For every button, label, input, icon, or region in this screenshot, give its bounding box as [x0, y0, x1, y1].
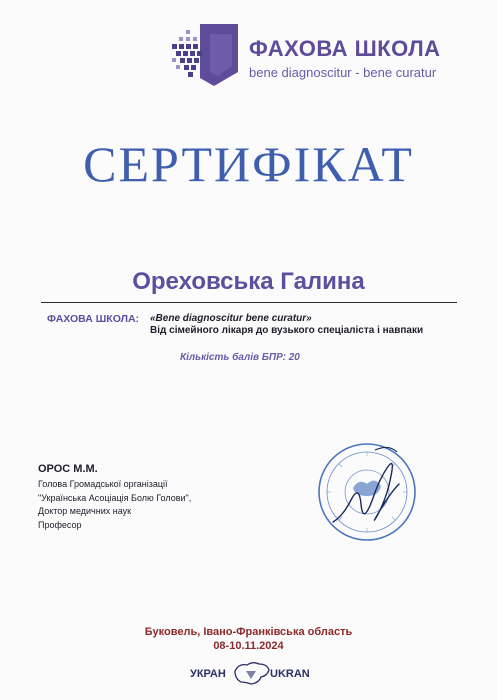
signatory-degree: Доктор медичних наук: [38, 506, 132, 516]
signatory-position: Голова Громадської організації: [38, 479, 168, 489]
school-logo: [170, 22, 470, 88]
name-underline: [41, 302, 457, 303]
course-title: «Bene diagnoscitur bene curatur»: [150, 313, 312, 324]
school-logo-icon: [170, 22, 242, 88]
event-dates: 08-10.11.2024: [213, 640, 284, 652]
signatory-title: Професор: [38, 519, 82, 530]
ukran-logo-right-text: UKRAN: [270, 668, 310, 680]
certificate-title: СЕРТИФІКАТ: [83, 136, 414, 192]
signatory-block: [38, 463, 278, 532]
school-logo-title: ФАХОВА ШКОЛА: [249, 36, 441, 61]
ukran-logo: [190, 657, 316, 693]
school-logo-subtitle: bene diagnoscitur - bene curatur: [249, 65, 437, 80]
recipient-name: Ореховська Галина: [132, 268, 365, 295]
course-subtitle: Від сімейного лікаря до вузького спеціаліста і навпаки: [150, 325, 424, 336]
stamp-icon: [305, 430, 425, 550]
school-label: ФАХОВА ШКОЛА:: [47, 313, 140, 325]
signatory-organization: "Українська Асоціація Болю Голови",: [38, 492, 192, 503]
event-location: Буковель, Івано-Франківська область: [144, 626, 353, 638]
signatory-name: ОРОС М.М.: [38, 463, 98, 475]
ukran-logo-left-text: УКРАН: [190, 668, 226, 680]
ukraine-map-icon: [232, 659, 272, 689]
cme-points: Кількість балів БПР: 20: [180, 352, 300, 363]
